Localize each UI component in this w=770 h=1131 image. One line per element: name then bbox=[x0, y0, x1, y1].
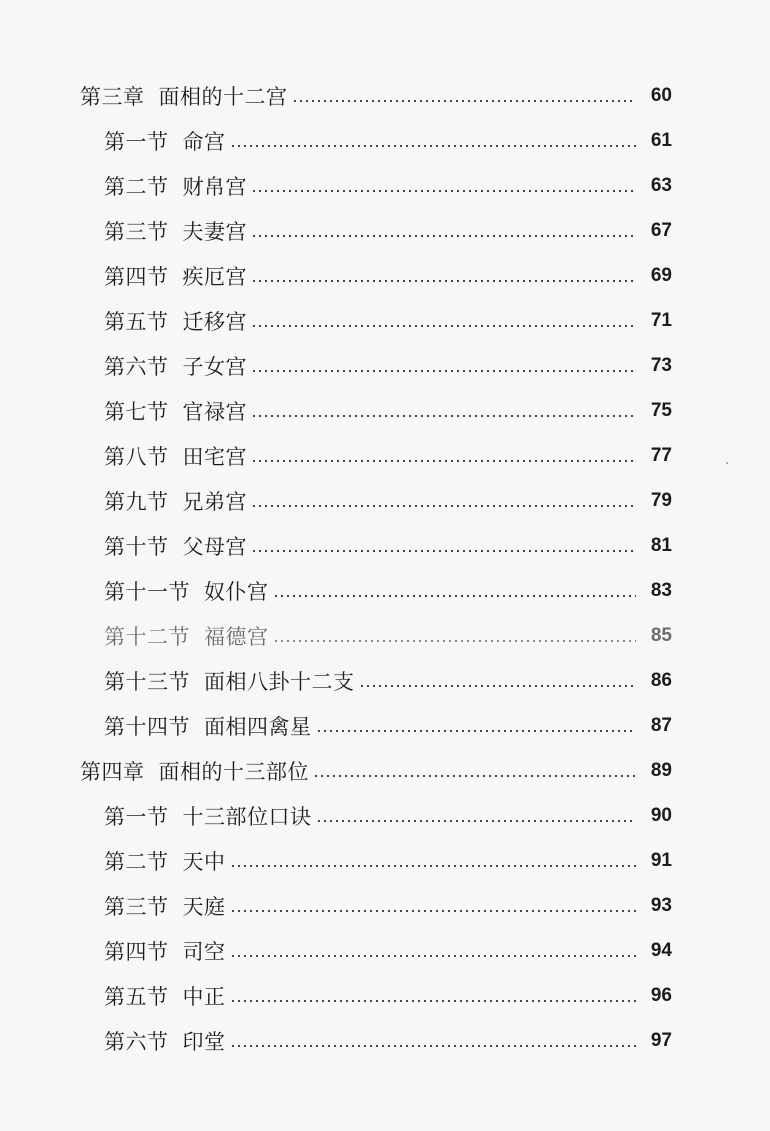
dot-leader bbox=[230, 1000, 637, 1002]
entry-title: 兄弟宫 bbox=[182, 489, 247, 514]
dot-leader bbox=[359, 685, 637, 687]
entry-label bbox=[104, 486, 247, 516]
page-number: 61 bbox=[650, 129, 672, 151]
entry-label bbox=[104, 576, 269, 606]
entry-number: 第七节 bbox=[104, 399, 169, 424]
dot-leader bbox=[230, 955, 637, 957]
entry-number: 第十四节 bbox=[104, 714, 190, 739]
toc-entry[interactable] bbox=[0, 388, 770, 433]
entry-number: 第四节 bbox=[104, 264, 169, 289]
entry-number: 第九节 bbox=[104, 489, 169, 514]
entry-label bbox=[104, 216, 247, 246]
dot-leader bbox=[230, 865, 637, 867]
page-number: 96 bbox=[650, 984, 672, 1006]
page-number: 63 bbox=[650, 174, 672, 196]
entry-title: 中正 bbox=[182, 984, 226, 1009]
toc-entry[interactable] bbox=[0, 298, 770, 343]
entry-label bbox=[104, 396, 247, 426]
table-of-contents bbox=[0, 73, 770, 1063]
entry-label bbox=[104, 666, 355, 696]
toc-entry[interactable] bbox=[0, 703, 770, 748]
entry-number: 第四章 bbox=[80, 759, 145, 784]
entry-label bbox=[104, 351, 247, 381]
dot-leader bbox=[251, 415, 636, 417]
entry-label bbox=[80, 81, 288, 111]
dot-leader bbox=[251, 550, 636, 552]
entry-number: 第十三节 bbox=[104, 669, 190, 694]
entry-title: 印堂 bbox=[182, 1029, 226, 1054]
entry-number: 第八节 bbox=[104, 444, 169, 469]
entry-number: 第六节 bbox=[104, 1029, 169, 1054]
entry-label bbox=[104, 126, 226, 156]
entry-title: 父母宫 bbox=[182, 534, 247, 559]
entry-label bbox=[104, 171, 247, 201]
entry-label bbox=[104, 306, 247, 336]
entry-title: 面相八卦十二支 bbox=[204, 669, 355, 694]
toc-entry[interactable] bbox=[0, 748, 770, 793]
entry-label bbox=[104, 936, 226, 966]
dot-leader bbox=[230, 910, 637, 912]
toc-entry[interactable] bbox=[0, 568, 770, 613]
entry-number: 第二节 bbox=[104, 849, 169, 874]
page-number: 77 bbox=[650, 444, 672, 466]
page-number: 79 bbox=[650, 489, 672, 511]
entry-title: 十三部位口诀 bbox=[182, 804, 312, 829]
page-number: 94 bbox=[650, 939, 672, 961]
dot-leader bbox=[273, 640, 637, 642]
toc-entry[interactable] bbox=[0, 253, 770, 298]
page-number: 73 bbox=[650, 354, 672, 376]
page-number: 91 bbox=[650, 849, 672, 871]
toc-entry[interactable] bbox=[0, 973, 770, 1018]
toc-entry[interactable] bbox=[0, 343, 770, 388]
toc-entry[interactable] bbox=[0, 613, 770, 658]
page-number: 97 bbox=[650, 1029, 672, 1051]
entry-title: 天中 bbox=[182, 849, 226, 874]
page-number: 87 bbox=[650, 714, 672, 736]
toc-entry[interactable] bbox=[0, 433, 770, 478]
toc-entry[interactable] bbox=[0, 73, 770, 118]
entry-title: 子女宫 bbox=[182, 354, 247, 379]
entry-title: 命宫 bbox=[182, 129, 226, 154]
dot-leader bbox=[313, 775, 636, 777]
toc-entry[interactable] bbox=[0, 658, 770, 703]
entry-title: 面相四禽星 bbox=[204, 714, 312, 739]
dot-leader bbox=[273, 595, 637, 597]
entry-number: 第二节 bbox=[104, 174, 169, 199]
entry-number: 第一节 bbox=[104, 129, 169, 154]
toc-entry[interactable] bbox=[0, 478, 770, 523]
entry-title: 迁移宫 bbox=[182, 309, 247, 334]
entry-number: 第三节 bbox=[104, 219, 169, 244]
entry-number: 第五节 bbox=[104, 309, 169, 334]
entry-label bbox=[104, 531, 247, 561]
entry-label bbox=[104, 621, 269, 651]
toc-entry[interactable] bbox=[0, 838, 770, 883]
toc-entry[interactable] bbox=[0, 928, 770, 973]
entry-label bbox=[104, 711, 312, 741]
dot-leader bbox=[251, 460, 636, 462]
toc-entry[interactable] bbox=[0, 208, 770, 253]
entry-title: 疾厄宫 bbox=[182, 264, 247, 289]
dot-leader bbox=[230, 1045, 637, 1047]
toc-entry[interactable] bbox=[0, 118, 770, 163]
dot-leader bbox=[251, 235, 636, 237]
entry-label bbox=[104, 1026, 226, 1056]
dot-leader bbox=[251, 190, 636, 192]
entry-number: 第十节 bbox=[104, 534, 169, 559]
entry-title: 天庭 bbox=[182, 894, 226, 919]
entry-title: 面相的十二宫 bbox=[158, 84, 288, 109]
dot-leader bbox=[251, 505, 636, 507]
entry-number: 第三节 bbox=[104, 894, 169, 919]
page-number: 67 bbox=[650, 219, 672, 241]
dot-leader bbox=[316, 820, 637, 822]
dot-leader bbox=[251, 370, 636, 372]
page-number: 93 bbox=[650, 894, 672, 916]
page-number: 81 bbox=[650, 534, 672, 556]
dot-leader bbox=[316, 730, 637, 732]
page-number: 75 bbox=[650, 399, 672, 421]
page-number: 71 bbox=[650, 309, 672, 331]
dot-leader bbox=[230, 145, 637, 147]
page-number: 83 bbox=[650, 579, 672, 601]
entry-title: 财帛宫 bbox=[182, 174, 247, 199]
entry-number: 第五节 bbox=[104, 984, 169, 1009]
dot-leader bbox=[251, 280, 636, 282]
entry-title: 福德宫 bbox=[204, 624, 269, 649]
entry-number: 第四节 bbox=[104, 939, 169, 964]
toc-entry[interactable] bbox=[0, 883, 770, 928]
toc-entry[interactable] bbox=[0, 793, 770, 838]
entry-label bbox=[104, 846, 226, 876]
toc-entry[interactable] bbox=[0, 1018, 770, 1063]
entry-number: 第三章 bbox=[80, 84, 145, 109]
page-number: 85 bbox=[650, 624, 672, 646]
entry-number: 第十一节 bbox=[104, 579, 190, 604]
toc-entry[interactable] bbox=[0, 523, 770, 568]
entry-title: 奴仆宫 bbox=[204, 579, 269, 604]
toc-entry[interactable] bbox=[0, 163, 770, 208]
page-number: 60 bbox=[650, 84, 672, 106]
entry-number: 第一节 bbox=[104, 804, 169, 829]
paper-speck bbox=[726, 462, 728, 464]
entry-label bbox=[104, 891, 226, 921]
page-number: 69 bbox=[650, 264, 672, 286]
entry-number: 第六节 bbox=[104, 354, 169, 379]
page-number: 89 bbox=[650, 759, 672, 781]
entry-title: 面相的十三部位 bbox=[158, 759, 309, 784]
entry-label bbox=[104, 801, 312, 831]
page-number: 90 bbox=[650, 804, 672, 826]
entry-number: 第十二节 bbox=[104, 624, 190, 649]
dot-leader bbox=[292, 100, 637, 102]
entry-label bbox=[104, 981, 226, 1011]
entry-title: 夫妻宫 bbox=[182, 219, 247, 244]
entry-label bbox=[104, 261, 247, 291]
entry-title: 田宅宫 bbox=[182, 444, 247, 469]
entry-label bbox=[80, 756, 309, 786]
dot-leader bbox=[251, 325, 636, 327]
entry-label bbox=[104, 441, 247, 471]
entry-title: 官禄宫 bbox=[182, 399, 247, 424]
entry-title: 司空 bbox=[182, 939, 226, 964]
page-number: 86 bbox=[650, 669, 672, 691]
